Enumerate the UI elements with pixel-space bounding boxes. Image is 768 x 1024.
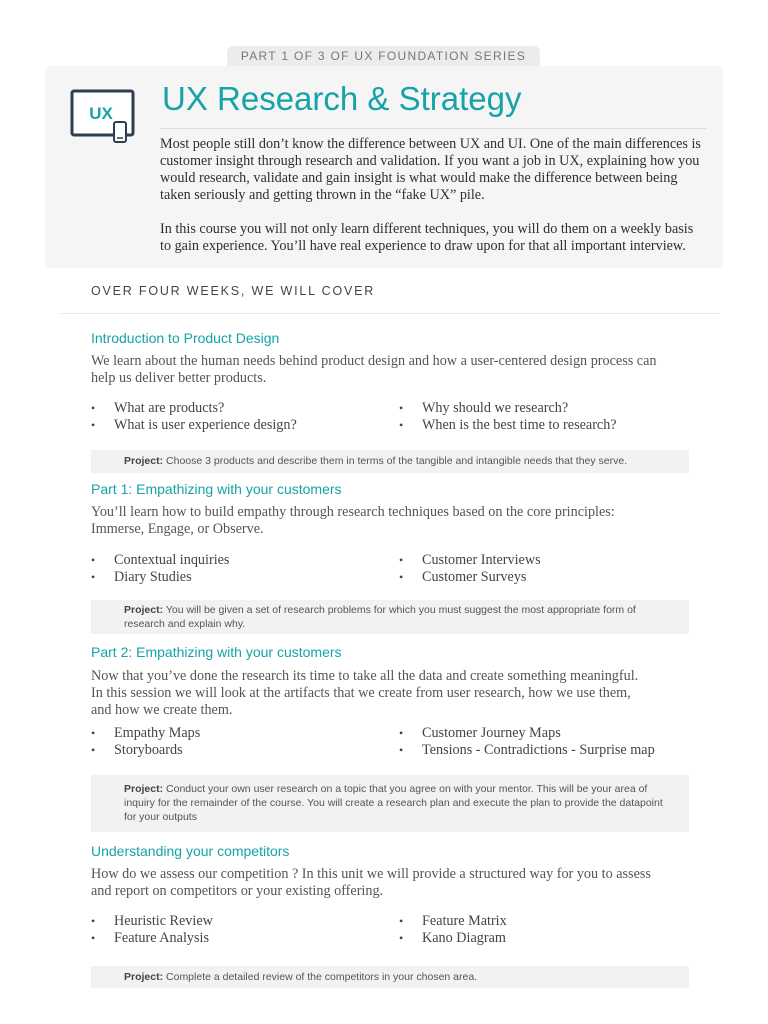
project-label: Project:: [124, 604, 164, 616]
project-text: You will be given a set of research problems for which you must suggest the most appropriate form of research and explain why.: [124, 604, 636, 630]
list-item: • Storyboards: [91, 742, 391, 759]
topic-list-left: [91, 400, 391, 434]
ux-device-icon: [70, 88, 136, 144]
list-item: • Why should we research?: [399, 400, 699, 417]
project-box: [91, 450, 689, 473]
list-item: • Feature Matrix: [399, 913, 699, 930]
section-title: Part 1: Empathizing with your customers: [91, 481, 342, 497]
list-item: • Customer Surveys: [399, 569, 699, 586]
series-label: PART 1 OF 3 OF UX FOUNDATION SERIES: [227, 46, 540, 66]
topic-list-left: [91, 913, 391, 947]
list-item: • Kano Diagram: [399, 930, 699, 947]
course-title: UX Research & Strategy: [162, 80, 522, 117]
topic-list-right: [399, 725, 699, 759]
topic-list-left: [91, 552, 391, 586]
topic-list-right: [399, 552, 699, 586]
project-box: [91, 775, 689, 832]
topic-list-right: [399, 913, 699, 947]
list-item: • Customer Interviews: [399, 552, 699, 569]
list-item: • Contextual inquiries: [91, 552, 391, 569]
section-description: You’ll learn how to build empathy through research techniques based on the core principles: Immerse, Engage, or Observe.: [91, 504, 615, 537]
list-item: • What are products?: [91, 400, 391, 417]
list-item: • Diary Studies: [91, 569, 391, 586]
topic-list-right: [399, 400, 699, 434]
project-label: Project:: [124, 783, 164, 795]
list-item: • Feature Analysis: [91, 930, 391, 947]
section-description: Now that you’ve done the research its time to take all the data and create something meaningful. In this session we will look at the artifacts that we create from user research, how we use them, and how we create them.: [91, 668, 639, 718]
section-title: Introduction to Product Design: [91, 330, 280, 346]
title-divider: [160, 128, 706, 129]
list-item: • Heuristic Review: [91, 913, 391, 930]
list-item: • Tensions - Contradictions - Surprise map: [399, 742, 699, 759]
section-title: Understanding your competitors: [91, 843, 290, 859]
list-item: • Empathy Maps: [91, 725, 391, 742]
topic-list-left: [91, 725, 391, 759]
project-label: Project:: [124, 455, 164, 467]
cover-divider: [60, 313, 720, 314]
section-description: How do we assess our competition ? In this unit we will provide a structured way for you to assess and report on competitors or your existing offering.: [91, 866, 651, 899]
list-item: • Customer Journey Maps: [399, 725, 699, 742]
project-text: Conduct your own user research on a topic that you agree on with your mentor. This will be your area of inquiry for the remainder of the course. You will create a research plan and execute the plan to provide the datapoint for your outputs: [124, 783, 663, 823]
list-item: • What is user experience design?: [91, 417, 391, 434]
project-text: Complete a detailed review of the competitors in your chosen area.: [166, 971, 478, 983]
project-label: Project:: [124, 971, 164, 983]
project-box: [91, 600, 689, 634]
intro-paragraph-2: In this course you will not only learn different techniques, you will do them on a weekly basis to gain experience. You’ll have real experience to draw upon for that all important interview.: [160, 221, 694, 254]
project-box: [91, 966, 689, 988]
list-item: • When is the best time to research?: [399, 417, 699, 434]
intro-paragraph-1: Most people still don’t know the difference between UX and UI. One of the main differences is customer insight through research and validation. If you want a job in UX, explaining how you would research, validate and gain insight is what would make the difference between being taken seriously and getting thrown in the “fake UX” pile.: [160, 136, 701, 203]
project-text: Choose 3 products and describe them in terms of the tangible and intangible needs that they serve.: [166, 455, 628, 467]
section-description: We learn about the human needs behind product design and how a user-centered design process can help us deliver better products.: [91, 353, 657, 386]
ux-icon-label: UX: [89, 104, 113, 123]
section-title: Part 2: Empathizing with your customers: [91, 644, 342, 660]
cover-heading: OVER FOUR WEEKS, WE WILL COVER: [91, 284, 376, 298]
